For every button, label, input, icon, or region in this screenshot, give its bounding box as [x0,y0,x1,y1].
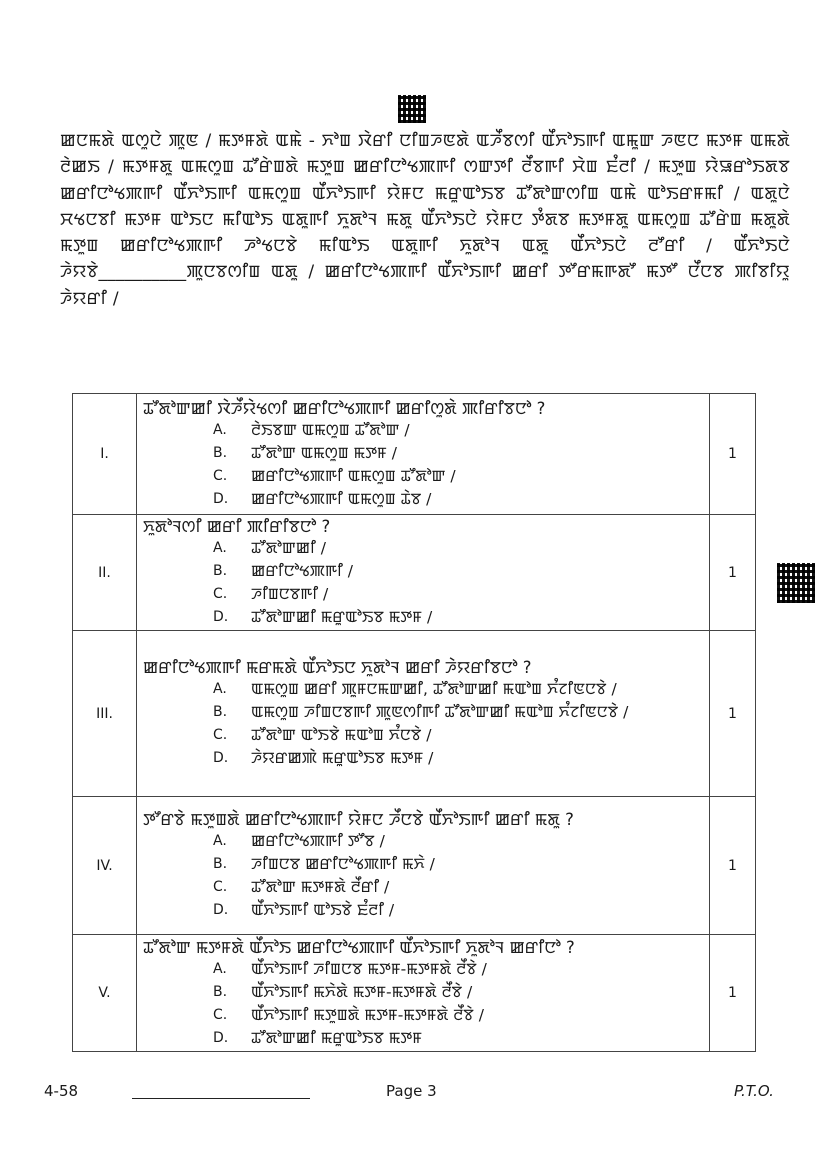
qr-code-side-icon [777,563,815,603]
question-body [137,797,710,935]
option-item [143,981,709,1004]
paper-code: 4-58 [44,1082,79,1100]
option-label: D. [213,902,229,918]
footer-rule [132,1098,310,1099]
question-body [137,631,710,797]
option-label: C. [213,586,228,602]
option-text: ꯑꯩꯈꯣꯏꯒꯤ ꯑꯣꯏꯕꯥ ꯐꯪꯂꯤ / [251,901,395,919]
option-item [143,958,709,981]
option-label: A. [213,540,227,556]
option-label: B. [213,563,228,579]
option-label: D. [213,750,229,766]
question-text: ꯀꯔꯤꯅꯣꯠꯄꯒꯤ ꯃꯔꯃꯗꯥ ꯑꯩꯈꯣꯏꯅ ꯈꯨꯗꯣꯜ ꯀꯔꯤ ꯍꯥꯌꯔꯤꯕꯅꯣ ? [143,658,532,677]
option-item [143,488,709,511]
question-number: I. [73,394,137,515]
question-text: ꯊꯧꯗꯣꯛ ꯃꯇꯝꯗꯥ ꯑꯩꯈꯣꯏ ꯀꯔꯤꯅꯣꯠꯄꯒꯤ ꯑꯩꯈꯣꯏꯒꯤ ꯈꯨꯗꯣꯜ ꯀꯔꯤꯅꯣ ? [143,937,575,957]
question-text: ꯈꯨꯗꯣꯜꯁꯤ ꯀꯔꯤ ꯄꯤꯔꯤꯕꯅꯣ ? [143,517,331,536]
option-item [143,678,709,701]
pto-label: P.T.O. [734,1082,774,1100]
option-label: B. [213,983,228,1000]
option-text: ꯊꯧꯗꯣꯛꯀꯤ / [251,539,326,557]
option-text: ꯑꯃꯁꯨꯡ ꯀꯔꯤ ꯄꯨꯝꯅꯃꯛꯀꯤ, ꯊꯧꯗꯣꯛꯀꯤ ꯃꯑꯣꯡ ꯈꯪꯖꯤꯟꯅꯕꯥ / [251,680,617,698]
option-label: A. [213,960,227,977]
option-item [143,465,709,488]
option-label: A. [213,421,227,438]
question-body [137,394,710,515]
option-text: ꯑꯃꯁꯨꯡ ꯍꯤꯡꯅꯕꯒꯤ ꯄꯨꯟꯁꯤꯒꯤ ꯊꯧꯗꯣꯛꯀꯤ ꯃꯑꯣꯡ ꯈꯪꯖꯤꯟꯅꯕꯥ / [251,703,629,721]
option-label: B. [213,856,228,872]
qr-code-icon [398,95,426,123]
question-body [137,935,710,1052]
question-row [73,515,756,631]
option-item [143,853,709,876]
question-row [73,797,756,935]
option-item [143,442,709,465]
question-row [73,631,756,797]
option-item [143,1004,709,1027]
option-text: ꯍꯤꯡꯅꯕꯒꯤ / [251,585,329,603]
option-item [143,876,709,899]
option-item [143,419,709,442]
questions-table [72,393,756,1052]
option-item [143,747,709,770]
option-text: ꯀꯔꯤꯅꯣꯠꯄꯒꯤ / [251,562,354,580]
page-number: Page 3 [386,1082,437,1100]
option-label: D. [213,1029,229,1046]
option-text: ꯂꯥꯏꯕꯛ ꯑꯃꯁꯨꯡ ꯊꯧꯗꯣꯛ / [251,420,410,439]
option-text: ꯊꯧꯗꯣꯛꯀꯤ ꯃꯔꯨꯑꯣꯏꯕ ꯃꯇꯝ [251,1028,423,1047]
option-label: C. [213,879,228,895]
option-item [143,606,709,629]
option-item [143,830,709,853]
option-item [143,583,709,606]
option-label: A. [213,833,227,849]
option-item [143,899,709,922]
question-number: II. [73,515,137,631]
option-label: C. [213,727,228,743]
question-body [137,515,710,631]
option-text: ꯀꯔꯤꯅꯣꯠꯄꯒꯤ ꯑꯃꯁꯨꯡ ꯊꯧꯗꯣꯛ / [251,466,456,485]
question-row [73,394,756,515]
option-item [143,537,709,560]
question-number: IV. [73,797,137,935]
option-text: ꯀꯔꯤꯅꯣꯠꯄꯒꯤ ꯑꯃꯁꯨꯡ ꯊꯥꯕ / [251,489,432,508]
option-label: C. [213,1006,228,1023]
option-text: ꯊꯧꯗꯣꯛ ꯃꯇꯝꯗꯥ ꯂꯩꯔꯤ / [251,878,390,896]
option-text: ꯍꯤꯡꯅꯕ ꯀꯔꯤꯅꯣꯠꯄꯒꯤ ꯃꯈꯥ / [251,855,435,873]
question-marks: 1 [710,797,756,935]
option-item [143,724,709,747]
option-label: D. [213,490,229,507]
question-number: V. [73,935,137,1052]
option-text: ꯑꯩꯈꯣꯏꯒꯤ ꯃꯇꯨꯡꯗꯥ ꯃꯇꯝ-ꯃꯇꯝꯗꯥ ꯂꯩꯕꯥ / [251,1005,484,1024]
question-number: III. [73,631,137,797]
question-marks: 1 [710,515,756,631]
question-row [73,935,756,1052]
option-text: ꯊꯧꯗꯣꯛ ꯑꯃꯁꯨꯡ ꯃꯇꯝ / [251,443,397,462]
question-marks: 1 [710,394,756,515]
option-label: A. [213,681,227,697]
option-text: ꯀꯔꯤꯅꯣꯠꯄꯒꯤ ꯇꯧꯕ / [251,832,385,850]
option-item [143,701,709,724]
option-text: ꯑꯩꯈꯣꯏꯒꯤ ꯃꯈꯥꯗꯥ ꯃꯇꯝ-ꯃꯇꯝꯗꯥ ꯂꯩꯕꯥ / [251,982,473,1001]
option-text: ꯍꯥꯌꯔꯀꯄꯥ ꯃꯔꯨꯑꯣꯏꯕ ꯃꯇꯝ / [251,749,434,767]
option-text: ꯑꯩꯈꯣꯏꯒꯤ ꯍꯤꯡꯅꯕ ꯃꯇꯝ-ꯃꯇꯝꯗꯥ ꯂꯩꯕꯥ / [251,959,487,978]
option-label: B. [213,444,228,461]
option-text: ꯊꯧꯗꯣꯛ ꯑꯣꯏꯕꯥ ꯃꯑꯣꯡ ꯈꯪꯅꯕꯥ / [251,726,432,744]
option-label: D. [213,609,229,625]
passage-text: ꯀꯅꯃꯗꯥ ꯑꯁꯨꯅꯥ ꯄꯨꯟ / ꯃꯇꯝꯗꯥ ꯑꯃꯥ - ꯈꯣꯡ ꯋꯥꯔꯤ ꯅꯤꯡꯍꯟꯗꯥ ꯑꯍꯩꯕꯁꯤ ꯑꯩꯈꯣꯏꯒꯤ ꯑꯃꯨꯛ ꯍꯟꯅ ꯃꯇꯝ ꯑꯃꯗꯥ ꯂꯥꯀꯏ / ꯃꯇꯝꯗꯨ ꯑꯃꯁꯨꯡ ꯊꯧꯔꯥꯡꯗꯥ ꯃꯇꯨꯡ ꯀꯔꯤꯅꯣꯠꯄꯒꯤ ꯁꯛꯇꯤ ꯂꯩꯕꯒꯤ ꯆꯥꯡ ꯐꯪꯂꯤ / ꯃꯇꯨꯡ ꯌꯥꯎꯔꯣꯏꯗꯕ ꯀꯔꯤꯅꯣꯠꯄꯒꯤ ꯑꯩꯈꯣꯏꯒꯤ ꯑꯃꯁꯨꯡ ꯑꯩꯈꯣꯏꯒꯤ ꯌꯥꯝꯅ ꯃꯔꯨꯑꯣꯏꯕ ꯊꯧꯗꯣꯛꯁꯤꯡ ꯑꯃꯥ ꯑꯣꯏꯔꯝꯃꯤ / ꯑꯗꯨꯅꯥ ꯆꯠꯅꯕꯤ ꯃꯇꯝ ꯑꯣꯏꯅ ꯃꯤꯑꯣꯏ ꯑꯗꯨꯒꯤ ꯈꯨꯗꯣꯜ ꯃꯗꯨ ꯑꯩꯈꯣꯏꯅꯥ ꯌꯥꯝꯅ ꯇꯪꯗꯕ ꯃꯇꯝꯗꯨ ꯑꯃꯁꯨꯡ ꯊꯧꯔꯥꯡ ꯃꯗꯨꯗꯥ ꯃꯇꯨꯡ ꯀꯔꯤꯅꯣꯠꯄꯒꯤ ꯍꯣꯠꯅꯕꯥ ꯃꯤꯑꯣꯏ ꯑꯗꯨꯒꯤ ꯈꯨꯗꯣꯜ ꯑꯗꯨ ꯑꯩꯈꯣꯏꯅꯥ ꯂꯧꯔꯤ / ꯑꯩꯈꯣꯏꯅꯥ ꯍꯥꯌꯕꯥ__________ꯄꯨꯅꯕꯁꯤꯡ ꯑꯗꯨ / ꯀꯔꯤꯅꯣꯠꯄꯒꯤ ꯑꯩꯈꯣꯏꯒꯤ ꯀꯔꯤ ꯇꯧꯔꯃꯒꯗꯧ ꯃꯇꯧ ꯅꯩꯅꯕ ꯄꯤꯕꯤꯌꯨ ꯍꯥꯌꯔꯤ / [60,131,790,309]
question-text: ꯊꯧꯗꯣꯛꯀꯤ ꯋꯥꯍꯩꯌꯥꯠꯁꯤ ꯀꯔꯤꯅꯣꯠꯄꯒꯤ ꯀꯔꯤꯁꯨꯗꯥ ꯄꯤꯔꯤꯕꯅꯣ ? [143,398,546,418]
option-text: ꯊꯧꯗꯣꯛꯀꯤ ꯃꯔꯨꯑꯣꯏꯕ ꯃꯇꯝ / [251,608,433,626]
question-marks: 1 [710,631,756,797]
option-item [143,1027,709,1050]
option-label: B. [213,704,228,720]
option-item [143,560,709,583]
question-marks: 1 [710,935,756,1052]
option-label: C. [213,467,228,484]
question-text: ꯇꯧꯔꯕꯥ ꯃꯇꯨꯡꯗꯥ ꯀꯔꯤꯅꯣꯠꯄꯒꯤ ꯌꯥꯝꯅ ꯍꯩꯅꯕꯥ ꯑꯩꯈꯣꯏꯒꯤ ꯀꯔꯤ ꯃꯗꯨ ? [143,810,574,829]
